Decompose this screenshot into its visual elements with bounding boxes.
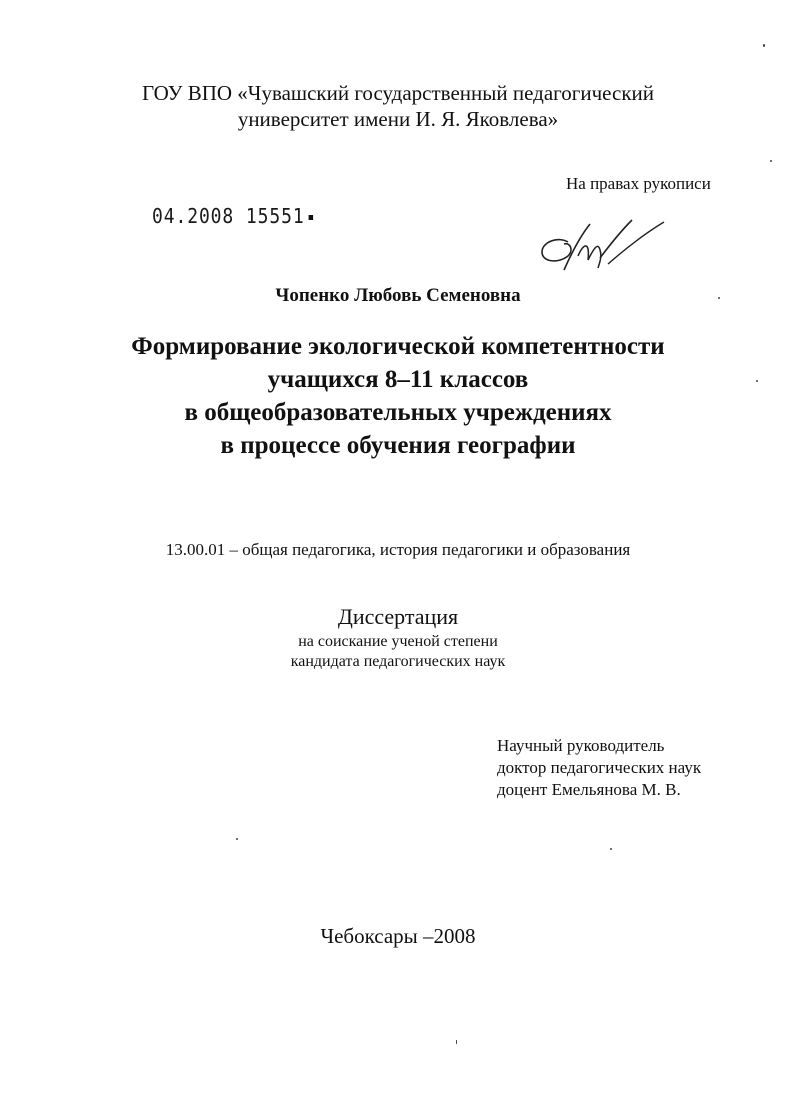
specialty-code: 13.00.01 – общая педагогика, история педагогики и образования xyxy=(165,540,631,559)
supervisor-line-1: Научный руководитель xyxy=(497,736,665,755)
organization-line-2: университет имени И. Я. Яковлева» xyxy=(237,107,559,131)
rights-note: На правах рукописи xyxy=(566,174,711,193)
scan-speck xyxy=(756,380,758,382)
scan-speck xyxy=(236,838,238,840)
dissertation-title xyxy=(0,330,796,462)
degree-line-2: кандидата педагогических наук xyxy=(290,653,506,670)
scan-speck xyxy=(456,1040,457,1044)
handwritten-signature xyxy=(528,212,668,282)
stamp-dot xyxy=(308,215,313,220)
city-year: Чебоксары –2008 xyxy=(320,924,476,948)
degree-line-1: на соискание ученой степени xyxy=(298,633,498,650)
title-line-1: Формирование экологической компетентности xyxy=(131,333,665,360)
supervisor-line-3: доцент Емельянова М. В. xyxy=(497,780,681,799)
author-name: Чопенко Любовь Семеновна xyxy=(275,285,521,306)
scan-speck xyxy=(770,160,772,162)
scan-speck xyxy=(718,297,720,299)
title-line-2: учащихся 8–11 классов xyxy=(267,366,529,393)
title-line-3: в общеобразовательных учреждениях xyxy=(184,399,612,426)
registration-stamp-text: 04.2008 15551 xyxy=(152,204,305,228)
supervisor-block xyxy=(497,735,701,801)
supervisor-line-2: доктор педагогических наук xyxy=(497,758,702,777)
organization-header xyxy=(0,80,796,132)
organization-line-1: ГОУ ВПО «Чувашский государственный педагогический xyxy=(142,81,654,105)
registration-stamp xyxy=(152,204,313,228)
scan-speck xyxy=(763,44,765,47)
degree-info xyxy=(0,632,796,672)
title-line-4: в процессе обучения географии xyxy=(220,432,576,459)
document-type: Диссертация xyxy=(337,604,459,629)
scan-speck xyxy=(610,848,612,850)
